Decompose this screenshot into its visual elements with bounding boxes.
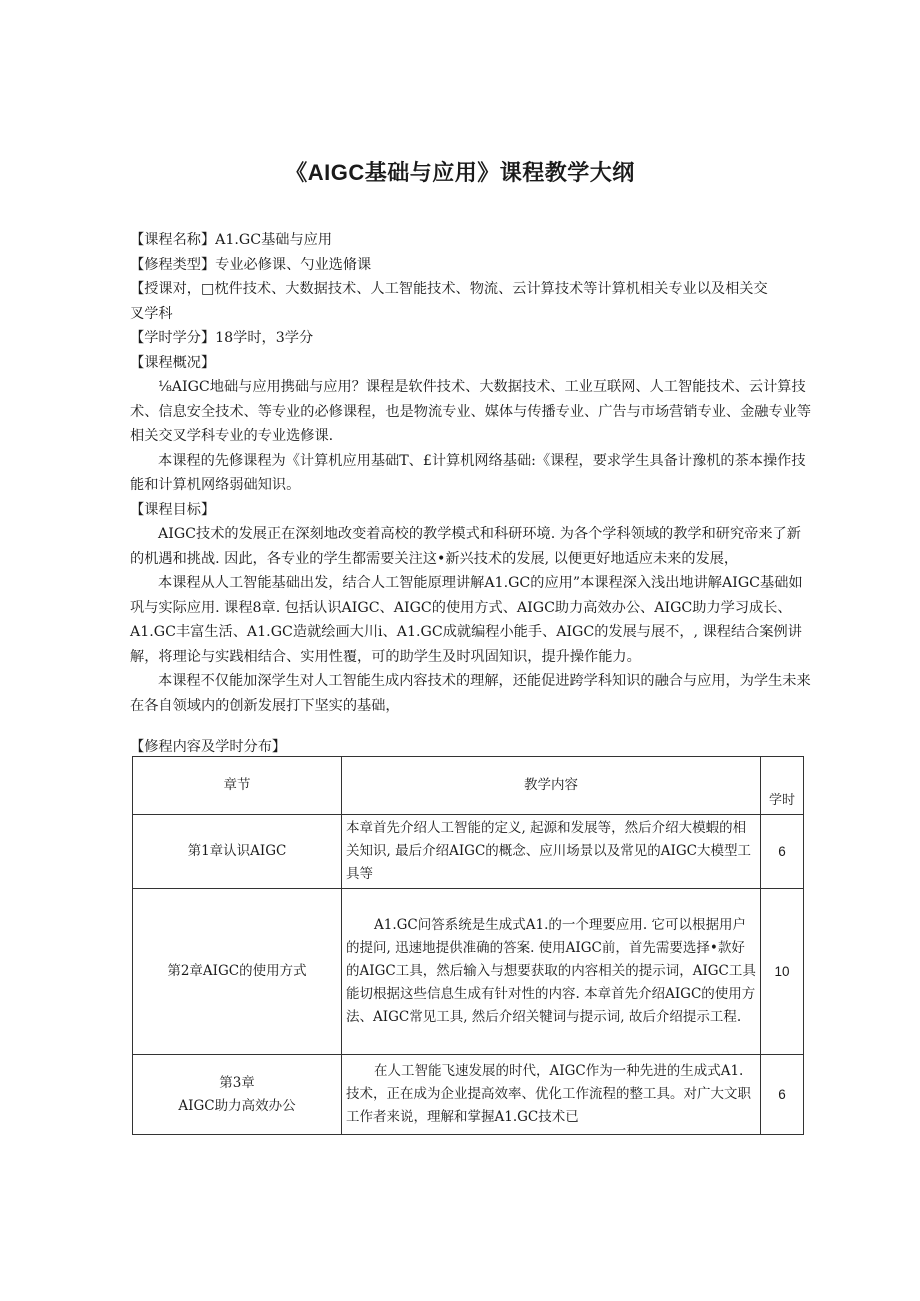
overview-paragraph-2: 本课程的先修课程为《计算机应用基础T、£计算机网络基础:《课程，要求学生具备计豫机的茶本操作技能和计算机网络弱础知识。 [130, 452, 806, 493]
content-cell: A1.GC问答系统是生成式A1.的一个理要应用. 它可以根据用户的提问, 迅速地提供准确的答案. 使用AIGC前，首先需要选择•款好的AIGC工具，然后输入与想要获取的内容相关的提示词，AIGC工具能切根据这些信息生成有针对性的内容. 本章首先介绍AIGC的使用方法、AIGC常见工具, 然后介绍关犍词与提示词, 故后介绍提示工程. [342, 889, 761, 1055]
header-chapter: 章节 [133, 757, 342, 815]
goals-paragraph-2: 本课程从人工智能基础出发，结合人工智能原理讲解A1.GC的应用”本课程深入浅出地讲解AIGC基础如巩与实际应用. 课程8章. 包括认识AIGC、AIGC的使用方式、AIGC助力高效办公、AIGC助力学习成长、A1.GC丰富生活、A1.GC造就绘画大川i、A1.GC成就编程小能手、AIGC的发展与展不，, 课程结合案例讲解，将理论与实践相结合、实用性覆，可的助学生及时巩固知识，提升操作能力。 [130, 575, 803, 665]
hours-cell: 6 [761, 1055, 804, 1135]
table-row [133, 1055, 804, 1135]
overview-heading: 【课程概况】 [130, 354, 216, 371]
course-type-line: 【修程类型】专业必修课、勺业选脩课 [130, 256, 372, 273]
content-cell: 本章首先介绍人工智能的定义, 起源和发展等，然后介绍大模蝦的相关知识, 最后介绍AIGC的概念、应川场景以及常见的AIGC大模型工具等 [342, 815, 761, 889]
syllabus-table [132, 756, 804, 1135]
overview-paragraph-1: ⅛AIGC地础与应用携础与应用？课程是软件技术、大数据技术、工业互联网、人工智能技术、云计算技术、信息安全技术、等专业的必修课程，也是物流专业、媒体与传播专业、广告与市场营销专业、金融专业等相关交叉学科专业的专业选修课. [130, 379, 812, 444]
chapter-cell: 第1章认识AIGC [133, 815, 342, 889]
syllabus-body [130, 228, 815, 718]
table-row [133, 815, 804, 889]
chapter-cell [133, 1055, 342, 1135]
goals-paragraph-1: AIGC技术的发展正在深刻地改变着高校的教学模式和科研环境. 为各个学科领域的教学和研究帝来了新的机遇和挑战. 因此，各专业的学生都需要关注这•新兴技术的发展, 以便更好地适应未来的发展， [130, 526, 801, 567]
table-header-row [133, 757, 804, 815]
chapter-cell: 第2章AIGC的使用方式 [133, 889, 342, 1055]
hours-cell: 6 [761, 815, 804, 889]
audience-line-cont: 叉学科 [130, 305, 173, 322]
page-title: 《AIGC基础与应用》课程教学大纲 [285, 160, 635, 185]
header-content: 教学内容 [342, 757, 761, 815]
hours-credits-line: 【学时学分】18学时，3学分 [130, 330, 314, 346]
content-cell: 在人工智能飞速发展的时代，AIGC作为一种先进的生成式A1.技术，正在成为企业提高效率、优化工作流程的整工具。对广大文职工作者来说，理解和掌握A1.GC技术已 [342, 1055, 761, 1135]
course-name-line: 【课程名称】A1.GC基础与应用 [130, 232, 333, 248]
chapter-number: 第3章 [219, 1074, 255, 1091]
table-row [133, 889, 804, 1055]
chapter-title: AIGC助力高效办公 [178, 1097, 296, 1114]
header-hours: 学时 [761, 757, 804, 815]
goals-heading: 【课程目标】 [130, 501, 216, 518]
table-label: 【修程内容及学时分布】 [130, 739, 287, 755]
audience-line: 【授课对，□枕件技术、大数据技术、人工智能技术、物流、云计算技术等计算机相关专业以及相关交 [130, 281, 768, 297]
goals-paragraph-3: 本课程不仅能加深学生对人工智能生成内容技术的理解，还能促进跨学科知识的融合与应用，为学生未来在各自领域内的创新发展打下坚实的基础， [130, 673, 811, 714]
hours-cell: 10 [761, 889, 804, 1055]
